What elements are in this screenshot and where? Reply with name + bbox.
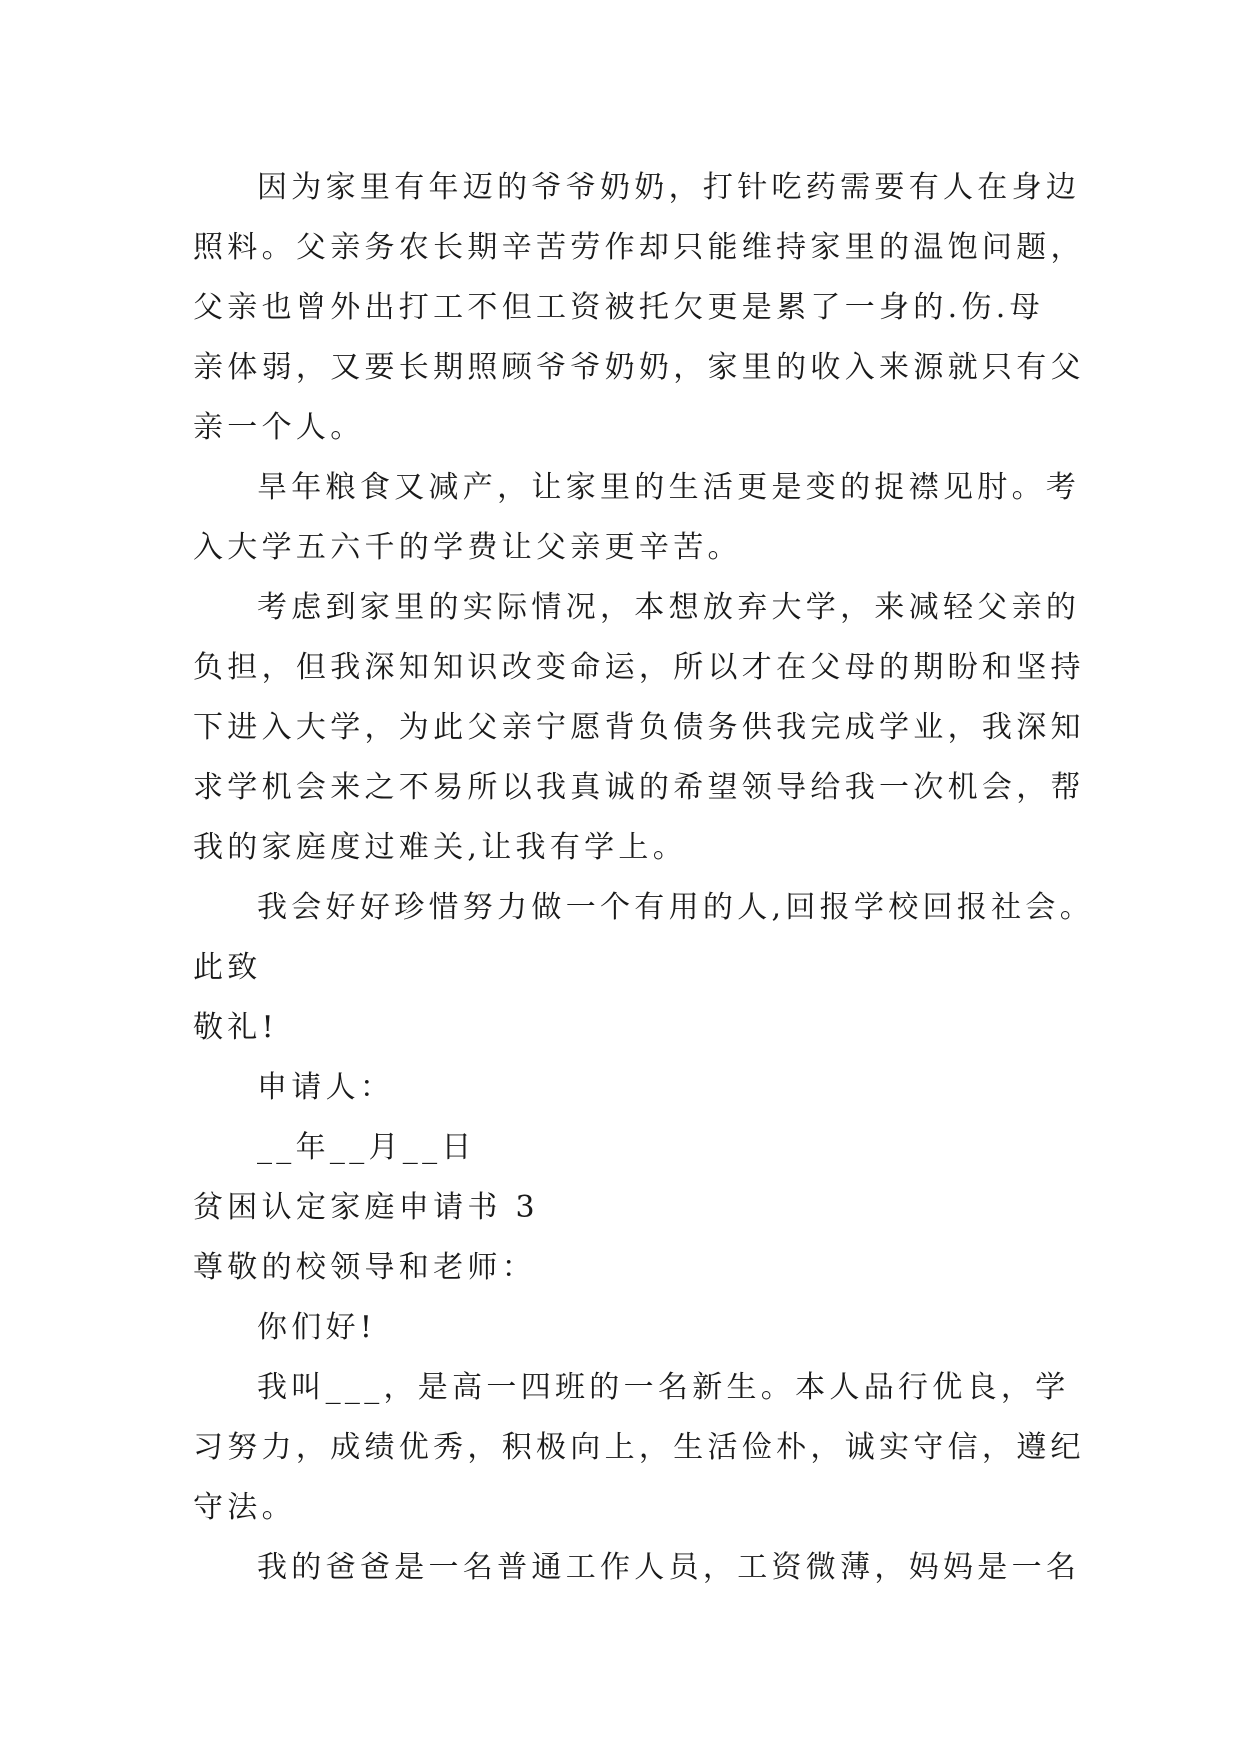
paragraph-line: 旱年粮食又减产，让家里的生活更是变的捉襟见肘。考 bbox=[257, 470, 1081, 505]
paragraph-line: 我叫___，是高一四班的一名新生。本人品行优良，学 bbox=[257, 1370, 1070, 1405]
section-title: 贫困认定家庭申请书 3 bbox=[193, 1190, 539, 1225]
paragraph-line: 求学机会来之不易所以我真诚的希望领导给我一次机会，帮 bbox=[193, 770, 1085, 805]
greeting: 你们好! bbox=[257, 1310, 377, 1345]
paragraph-line: 我的爸爸是一名普通工作人员，工资微薄，妈妈是一名 bbox=[257, 1550, 1081, 1585]
paragraph-line: 守法。 bbox=[193, 1490, 296, 1525]
paragraph-line: 照料。父亲务农长期辛苦劳作却只能维持家里的温饱问题， bbox=[193, 230, 1085, 265]
paragraph-line: 我的家庭度过难关,让我有学上。 bbox=[193, 830, 688, 865]
applicant-label: 申请人： bbox=[257, 1070, 395, 1105]
closing-regards: 敬礼! bbox=[193, 1010, 278, 1045]
closing-salutation: 此致 bbox=[193, 950, 262, 985]
paragraph-line: 父亲也曾外出打工不但工资被托欠更是累了一身的.伤.母 bbox=[193, 290, 1044, 325]
paragraph-line: 习努力，成绩优秀，积极向上，生活俭朴，诚实守信，遵纪 bbox=[193, 1430, 1085, 1465]
paragraph-line: 入大学五六千的学费让父亲更辛苦。 bbox=[193, 530, 742, 565]
paragraph-line: 考虑到家里的实际情况，本想放弃大学，来减轻父亲的 bbox=[257, 590, 1081, 625]
date-line: __年__月__日 bbox=[257, 1130, 476, 1165]
document-body bbox=[193, 158, 1095, 1598]
paragraph-line: 亲体弱，又要长期照顾爷爷奶奶，家里的收入来源就只有父 bbox=[193, 350, 1085, 385]
paragraph-line: 亲一个人。 bbox=[193, 410, 365, 445]
paragraph-line: 因为家里有年迈的爷爷奶奶，打针吃药需要有人在身边 bbox=[257, 170, 1081, 205]
paragraph-line: 负担，但我深知知识改变命运，所以才在父母的期盼和坚持 bbox=[193, 650, 1085, 685]
paragraph-line: 我会好好珍惜努力做一个有用的人,回报学校回报社会。 bbox=[257, 890, 1095, 925]
greeting-recipient: 尊敬的校领导和老师： bbox=[193, 1250, 536, 1285]
paragraph-line: 下进入大学，为此父亲宁愿背负债务供我完成学业，我深知 bbox=[193, 710, 1085, 745]
